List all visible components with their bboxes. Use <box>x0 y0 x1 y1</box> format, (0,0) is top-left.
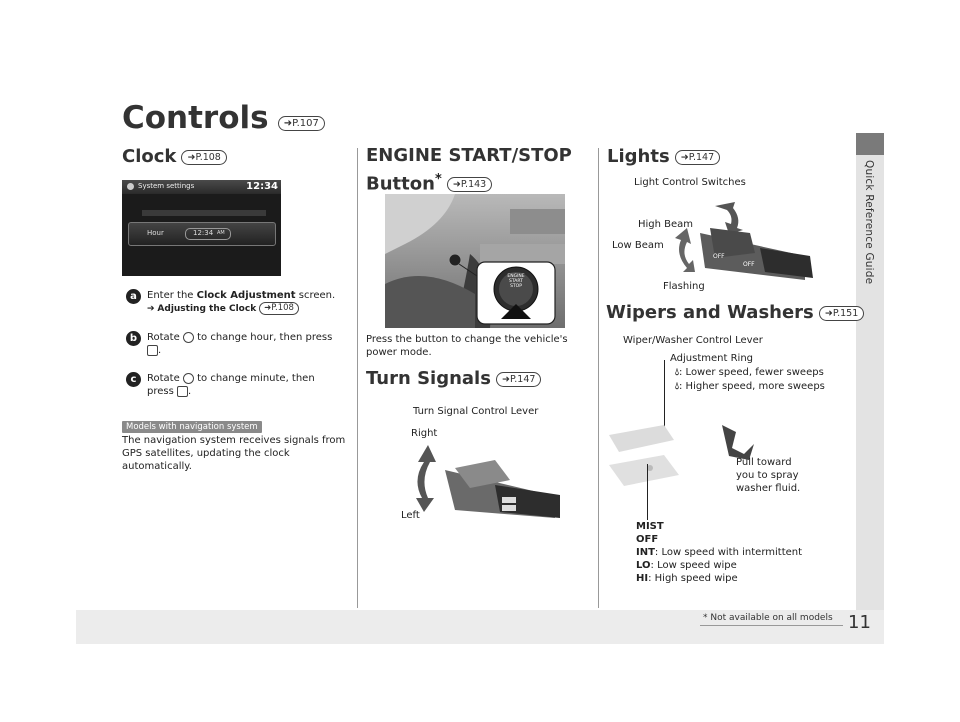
ring-higher-row <box>675 381 825 392</box>
footnote: * Not available on all models <box>703 613 833 623</box>
pull-note-line-3: washer fluid. <box>736 483 801 494</box>
wipers-heading: Wipers and Washers <box>606 302 814 323</box>
lights-ref-text: P.147 <box>688 152 715 163</box>
wipers-heading-block <box>606 302 864 323</box>
nav-note-line-3: automatically. <box>122 461 192 472</box>
high-beam-label: High Beam <box>638 219 694 230</box>
step-1-crossref[interactable]: ➔ Adjusting the Clock ➜P.108 <box>147 304 299 314</box>
step-2-mid: to change hour, then press <box>193 332 333 343</box>
clock-step-1 <box>126 289 351 316</box>
clock-heading-block <box>122 146 227 167</box>
turn-left-label: Left <box>401 510 420 521</box>
footnote-rule <box>700 625 843 626</box>
mode-leader-line <box>647 464 648 520</box>
pull-note <box>736 456 800 495</box>
clock-screen <box>122 180 281 276</box>
wiper-mode-off: OFF <box>636 534 659 545</box>
step-1-post: screen. <box>295 290 336 301</box>
wiper-mode-int: INT: Low speed with intermittent <box>636 547 803 558</box>
press-knob-icon <box>147 345 158 356</box>
step-2-post: . <box>158 345 162 356</box>
pull-note-line-1: Pull toward <box>736 457 792 468</box>
wipers-ref[interactable]: ➜P.151 <box>819 306 864 321</box>
engine-desc-line-1: Press the button to change the vehicle's <box>366 334 568 345</box>
svg-text:OFF: OFF <box>743 261 755 268</box>
step-1-icon: a <box>126 289 141 304</box>
nav-note-line-2: GPS satellites, updating the clock <box>122 448 290 459</box>
wiper-mode-lo: LO: Low speed wipe <box>636 560 737 571</box>
clock-step-3 <box>126 372 351 398</box>
step-1-ref[interactable]: ➜P.108 <box>259 302 299 315</box>
low-beam-label: Low Beam <box>612 240 664 251</box>
step-1-ref-text: P.108 <box>271 303 294 313</box>
turn-right-label: Right <box>411 428 438 439</box>
engine-ref-text: P.143 <box>460 179 487 191</box>
step-3-post: press <box>147 386 177 397</box>
side-tab-label: Quick Reference Guide <box>863 160 875 285</box>
engine-button-word-3: STOP <box>510 284 522 289</box>
ring-leader-line <box>664 360 665 428</box>
single-drop-icon: 💧︎ <box>675 367 679 378</box>
clock-hour-value: 12:34 <box>193 229 214 237</box>
step-1-text <box>147 289 351 316</box>
press-knob-icon <box>177 386 188 397</box>
step-3-pre: Rotate <box>147 373 183 384</box>
ring-lower-text: : Lower speed, fewer sweeps <box>679 367 824 378</box>
light-switch-label: Light Control Switches <box>634 177 746 188</box>
rotary-knob-icon <box>183 373 194 384</box>
clock-hour-label: Hour <box>147 229 164 237</box>
clock-screen-title: System settings <box>138 182 195 190</box>
double-drop-icon: 💧︎ <box>675 381 679 392</box>
clock-ref[interactable]: ➜P.108 <box>181 150 226 165</box>
lights-ref[interactable]: ➜P.147 <box>675 150 720 165</box>
engine-heading-star: * <box>434 172 442 187</box>
clock-hour-suffix: AM <box>217 230 225 236</box>
step-3-mid: to change minute, then <box>193 373 315 384</box>
lights-heading-block <box>607 146 720 167</box>
wiper-lever-illustration <box>604 420 754 500</box>
engine-desc-line-2: power mode. <box>366 347 432 358</box>
clock-ref-text: P.108 <box>195 152 221 163</box>
page-title-ref[interactable]: ➜P.107 <box>278 116 325 131</box>
pull-note-line-2: you to spray <box>736 470 799 481</box>
page-title-ref-text: P.107 <box>292 118 319 129</box>
lights-heading: Lights <box>607 146 670 167</box>
light-switch-illustration <box>665 198 820 283</box>
settings-icon <box>127 183 134 190</box>
nav-note <box>122 434 354 473</box>
turn-ref[interactable]: ➜P.147 <box>496 372 541 387</box>
turn-ref-text: P.147 <box>510 374 536 385</box>
turn-heading: Turn Signals <box>366 368 491 389</box>
engine-heading-line2: Button <box>366 173 435 195</box>
clock-screen-row <box>142 210 266 216</box>
clock-heading: Clock <box>122 146 177 167</box>
wiper-mode-hi: HI: High speed wipe <box>636 573 738 584</box>
wiper-modes-list <box>636 520 802 585</box>
flashing-label: Flashing <box>663 281 705 292</box>
page-title: Controls <box>122 100 269 136</box>
clock-hour-row[interactable] <box>128 222 276 246</box>
engine-photo <box>385 194 565 328</box>
step-1-pre: Enter the <box>147 290 197 301</box>
ring-lower-row <box>675 367 824 378</box>
step-3-end: . <box>188 386 192 397</box>
page-title-block <box>122 100 325 136</box>
step-2-text <box>147 331 351 357</box>
wiper-mode-mist: MIST <box>636 521 664 532</box>
step-3-icon: c <box>126 372 141 387</box>
svg-text:OFF: OFF <box>713 253 725 260</box>
engine-button-word-1: ENGINE <box>507 274 525 279</box>
engine-heading-line1: ENGINE START/STOP <box>366 145 572 166</box>
page-number: 11 <box>848 612 871 633</box>
engine-description <box>366 333 596 359</box>
wipers-ref-text: P.151 <box>832 308 859 319</box>
step-1-bold: Clock Adjustment <box>196 290 296 301</box>
turn-heading-block <box>366 368 541 389</box>
step-2-pre: Rotate <box>147 332 183 343</box>
step-1-crossref-label: Adjusting the Clock <box>157 304 257 314</box>
clock-step-2 <box>126 331 351 357</box>
engine-ref[interactable]: ➜P.143 <box>447 177 492 192</box>
step-2-icon: b <box>126 331 141 346</box>
engine-heading-block <box>366 144 572 196</box>
column-divider-2 <box>598 148 599 608</box>
ring-higher-text: : Higher speed, more sweeps <box>679 381 825 392</box>
turn-signal-illustration <box>400 440 565 520</box>
engine-button-word-2: START <box>509 279 523 284</box>
wiper-lever-label: Wiper/Washer Control Lever <box>623 335 763 346</box>
nav-note-line-1: The navigation system receives signals from <box>122 435 346 446</box>
column-divider-1 <box>357 148 358 608</box>
clock-screen-time: 12:34 <box>246 181 278 192</box>
adjustment-ring-label: Adjustment Ring <box>670 353 754 364</box>
rotary-knob-icon <box>183 332 194 343</box>
side-tab-marker <box>856 133 884 155</box>
step-3-text <box>147 372 351 398</box>
turn-lever-label: Turn Signal Control Lever <box>413 406 539 417</box>
nav-models-badge: Models with navigation system <box>122 421 262 433</box>
engine-button-text <box>502 274 530 289</box>
